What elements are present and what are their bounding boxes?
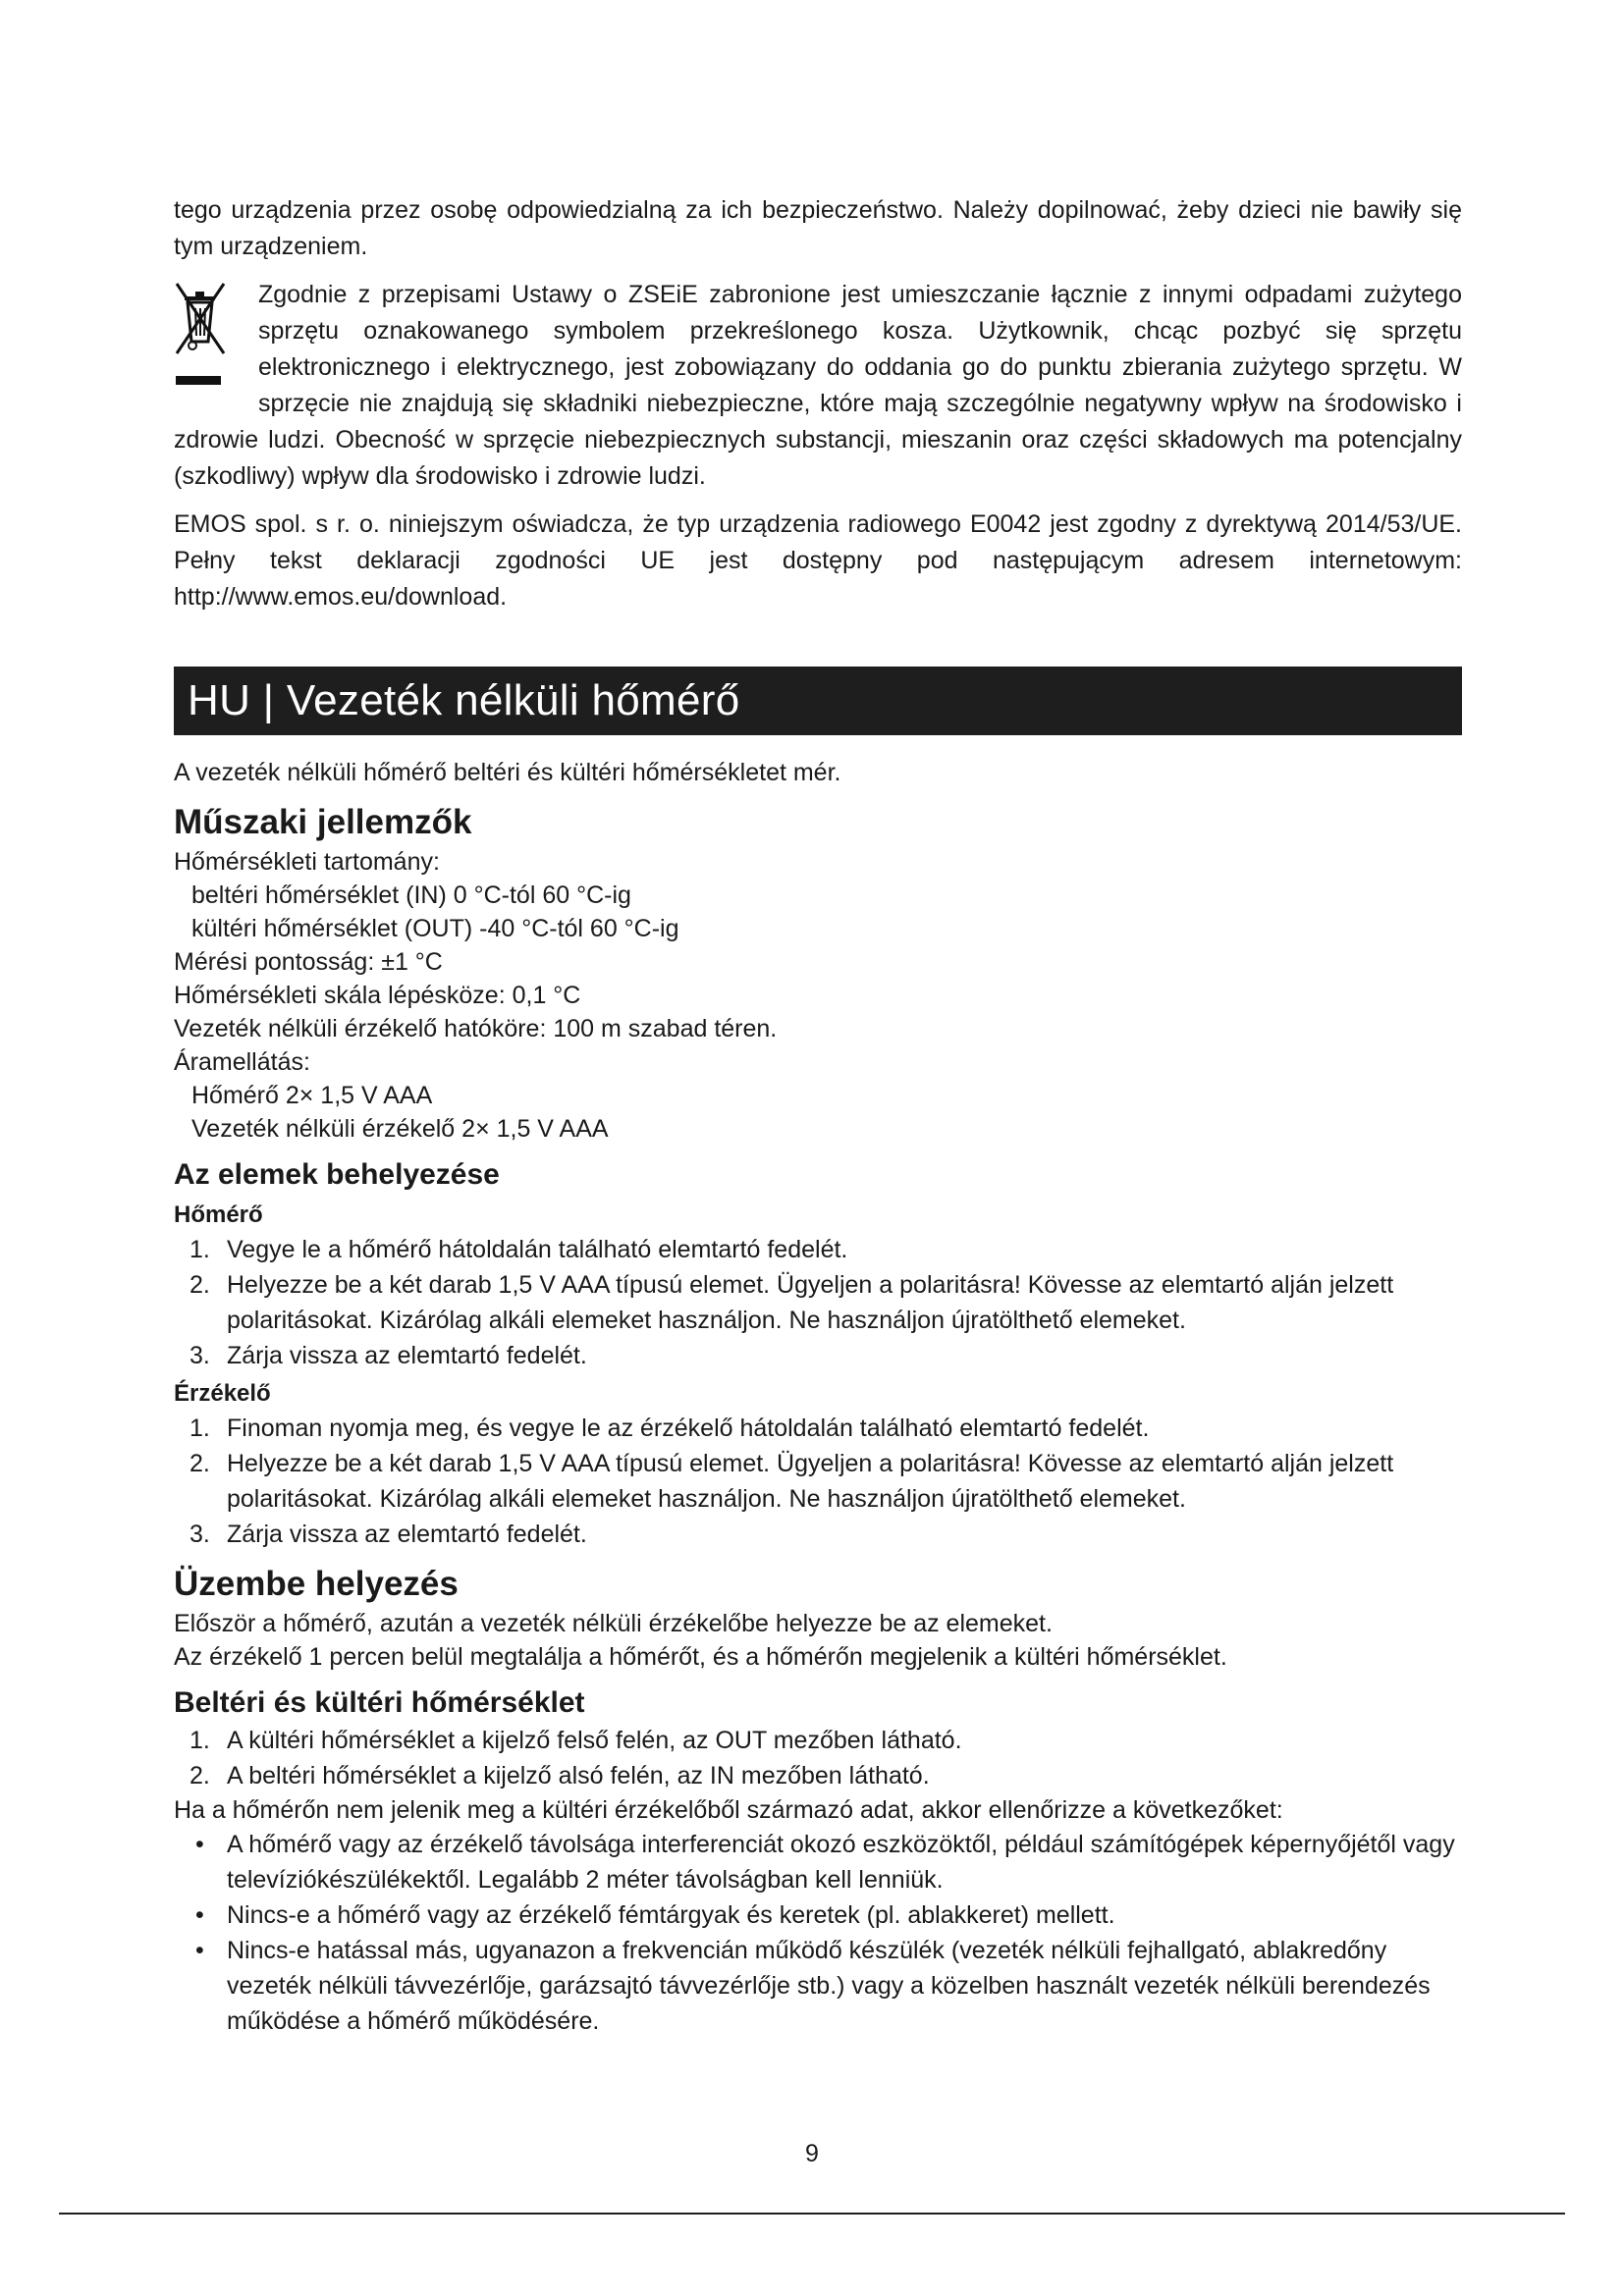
polish-paragraph-weee: Zgodnie z przepisami Ustawy o ZSEiE zabronione jest umieszczanie łącznie z innymi odpadami zużytego sprzętu oznakowanego symbolem przekreślonego kosza. Użytkownik, chcąc pozbyć się sprzętu elektronicznego i elektrycznego, jest zobowiązany do oddania go do punktu zbierania zużytego sprzętu. W sprzęcie nie znajdują się składniki niebezpieczne, które mają szczególnie negatywny wpływ na środowisko i zdrowie ludzi. Obecność w sprzęcie niebezpiecznych substancji, mieszanin oraz części składowych ma potencjalny (szkodliwy) wpływ dla środowisko i zdrowie ludzi. xyxy=(174,281,1462,490)
list-item xyxy=(174,1446,1462,1517)
thermometer-steps-list xyxy=(174,1232,1462,1373)
section-banner: HU | Vezeték nélküli hőmérő xyxy=(174,667,1462,735)
page-number: 9 xyxy=(805,2140,819,2167)
step-number: 3. xyxy=(189,1521,210,1548)
list-item xyxy=(174,1827,1462,1897)
step-text: Helyezze be a két darab 1,5 V AAA típusú elemet. Ügyeljen a polaritásra! Kövesse az elemtartó alján jelzett polaritásokat. Kizárólag alkáli elemeket használjon. Ne használjon újratölthető elemeket. xyxy=(227,1450,1394,1513)
bin-underline-bar xyxy=(176,376,221,385)
spec-sensor-range: Vezeték nélküli érzékelő hatóköre: 100 m szabad téren. xyxy=(174,1015,778,1042)
spec-power-sensor: Vezeték nélküli érzékelő 2× 1,5 V AAA xyxy=(191,1115,609,1143)
bullet-text: A hőmérő vagy az érzékelő távolsága interferenciát okozó eszközöktől, például számítógépek képernyőjétől vagy televíziókészülékektől. Legalább 2 méter távolságban kell lenniük. xyxy=(227,1831,1455,1894)
polish-paragraph-child-safety: tego urządzenia przez osobę odpowiedzialną za ich bezpieczeństwo. Należy dopilnować, żeby dzieci nie bawiły się tym urządzeniem. xyxy=(174,196,1462,260)
list-item xyxy=(174,1338,1462,1373)
sensor-steps-list xyxy=(174,1411,1462,1552)
bullet-icon: • xyxy=(195,1831,204,1858)
polish-paragraph-declaration: EMOS spol. s r. o. niniejszym oświadcza, że typ urządzenia radiowego E0042 jest zgodny z dyrektywą 2014/53/UE. Pełny tekst deklaracji zgodności UE jest dostępny pod następującym adresem internetowym: http://www.emos.eu/download. xyxy=(174,510,1462,611)
list-item xyxy=(174,1267,1462,1338)
page-content xyxy=(174,192,1462,2039)
step-number: 2. xyxy=(189,1271,210,1299)
list-item xyxy=(174,1933,1462,2039)
bullet-text: Nincs-e a hőmérő vagy az érzékelő fémtárgyak és keretek (pl. ablakkeret) mellett. xyxy=(227,1901,1115,1929)
temperature-steps-list xyxy=(174,1723,1462,1793)
list-item xyxy=(174,1517,1462,1552)
setup-line-1: Először a hőmérő, azután a vezeték nélküli érzékelőbe helyezze be az elemeket. xyxy=(174,1610,1053,1637)
step-number: 2. xyxy=(189,1762,210,1789)
setup-line-2: Az érzékelő 1 percen belül megtalálja a hőmérőt, és a hőmérőn megjelenik a kültéri hőmérséklet. xyxy=(174,1643,1227,1671)
temperatures-heading: Beltéri és kültéri hőmérséklet xyxy=(174,1686,585,1719)
thermometer-subheading: Hőmérő xyxy=(174,1201,263,1228)
step-number: 3. xyxy=(189,1342,210,1369)
step-text: Finoman nyomja meg, és vegye le az érzékelő hátoldalán található elemtartó fedelét. xyxy=(227,1415,1150,1442)
list-item xyxy=(174,1232,1462,1267)
check-bullet-list xyxy=(174,1827,1462,2039)
step-text: Zárja vissza az elemtartó fedelét. xyxy=(227,1342,587,1369)
intro-text: A vezeték nélküli hőmérő beltéri és kültéri hőmérsékletet mér. xyxy=(174,759,841,786)
step-text: Zárja vissza az elemtartó fedelét. xyxy=(227,1521,587,1548)
step-number: 1. xyxy=(189,1236,210,1263)
crossed-out-bin-icon xyxy=(174,281,246,391)
step-text: A beltéri hőmérséklet a kijelző alsó felén, az IN mezőben látható. xyxy=(227,1762,930,1789)
step-number: 2. xyxy=(189,1450,210,1477)
setup-heading: Üzembe helyezés xyxy=(174,1565,459,1603)
spec-range-label: Hőmérsékleti tartomány: xyxy=(174,848,440,876)
bullet-text: Nincs-e hatással más, ugyanazon a frekvencián működő készülék (vezeték nélküli fejhallgató, ablakredőny vezeték nélküli távvezérlője, garázsajtó távvezérlője stb.) vagy a közelben használt vezeték nélküli berendezés működése a hőmérő működésére. xyxy=(227,1937,1431,2035)
specs-heading: Műszaki jellemzők xyxy=(174,803,472,841)
spec-accuracy: Mérési pontosság: ±1 °C xyxy=(174,948,443,976)
spec-resolution: Hőmérsékleti skála lépésköze: 0,1 °C xyxy=(174,982,581,1009)
check-intro: Ha a hőmérőn nem jelenik meg a kültéri érzékelőből származó adat, akkor ellenőrizze a következőket: xyxy=(174,1796,1283,1824)
step-text: A kültéri hőmérséklet a kijelző felső felén, az OUT mezőben látható. xyxy=(227,1727,962,1754)
sensor-subheading: Érzékelő xyxy=(174,1380,271,1407)
step-text: Helyezze be a két darab 1,5 V AAA típusú elemet. Ügyeljen a polaritásra! Kövesse az elemtartó alján jelzett polaritásokat. Kizárólag alkáli elemeket használjon. Ne használjon újratölthető elemeket. xyxy=(227,1271,1394,1334)
footer-divider xyxy=(59,2213,1565,2215)
batteries-heading: Az elemek behelyezése xyxy=(174,1158,500,1191)
bullet-icon: • xyxy=(195,1937,204,1964)
spec-power-label: Áramellátás: xyxy=(174,1048,310,1076)
spec-range-in: beltéri hőmérséklet (IN) 0 °C-tól 60 °C-ig xyxy=(191,881,631,909)
list-item xyxy=(174,1723,1462,1758)
spec-power-thermometer: Hőmérő 2× 1,5 V AAA xyxy=(191,1082,433,1109)
step-number: 1. xyxy=(189,1727,210,1754)
step-number: 1. xyxy=(189,1415,210,1442)
list-item xyxy=(174,1411,1462,1446)
spec-range-out: kültéri hőmérséklet (OUT) -40 °C-tól 60 °C-ig xyxy=(191,915,679,942)
list-item xyxy=(174,1897,1462,1933)
weee-notice xyxy=(174,277,1462,495)
list-item xyxy=(174,1758,1462,1793)
step-text: Vegye le a hőmérő hátoldalán található elemtartó fedelét. xyxy=(227,1236,848,1263)
bullet-icon: • xyxy=(195,1901,204,1929)
